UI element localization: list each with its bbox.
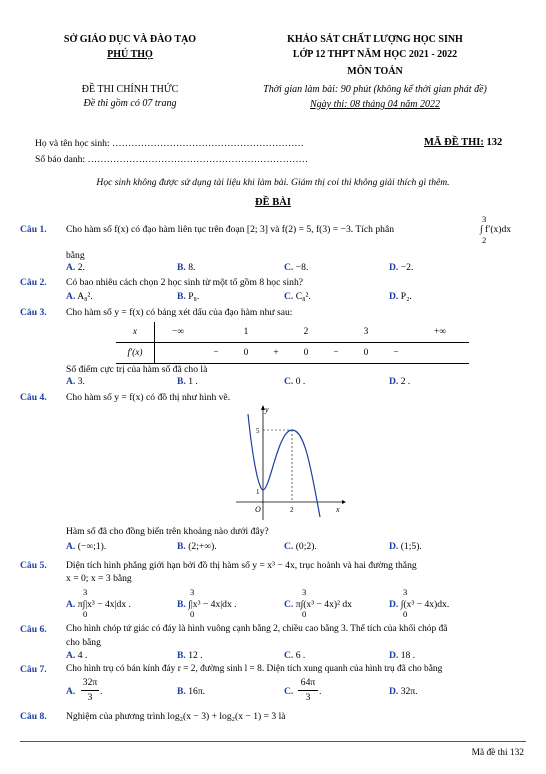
tick-x-2: 2 bbox=[290, 506, 294, 514]
student-id-field: Số báo danh: …………………………………………………………… bbox=[35, 154, 309, 165]
exam-code-label: MÃ ĐỀ THI: bbox=[424, 137, 484, 148]
sign-table-derivative-label: f′(x) bbox=[116, 343, 155, 364]
q5-d-lower: 0 bbox=[403, 609, 408, 619]
student-name-field: Họ và tên học sinh: …………………………………………………… bbox=[35, 138, 304, 149]
q1-option-d: D. −2. bbox=[389, 262, 414, 273]
q7-option-d: D. 32π. bbox=[389, 686, 418, 697]
q5-a-lower: 0 bbox=[83, 609, 88, 619]
origin-label: O bbox=[255, 505, 261, 514]
footer-rule bbox=[20, 741, 526, 742]
sign-6: 0 bbox=[351, 343, 381, 364]
x-value-4: 3 bbox=[351, 322, 381, 343]
q6-option-d: D. 18 . bbox=[389, 650, 416, 661]
x-value-2: 1 bbox=[231, 322, 261, 343]
exam-code bbox=[424, 137, 502, 149]
instruction: Học sinh không được sử dụng tài liệu khi làm bài. Giám thị coi thi không giải thích gì thêm. bbox=[96, 177, 450, 188]
x-axis-arrow bbox=[342, 500, 346, 504]
exam-time: Thời gian làm bài: 90 phút (không kể thời gian phát đề) bbox=[263, 84, 487, 95]
q5-c-lower: 0 bbox=[302, 609, 307, 619]
x-value-1: −∞ bbox=[155, 322, 202, 343]
q4-option-c: C. (0;2). bbox=[284, 541, 317, 552]
q2-label: Câu 2. bbox=[20, 277, 47, 288]
exam-date: Ngày thi: 08 tháng 04 năm 2022 bbox=[310, 99, 440, 110]
q7-option-b: B. 16π. bbox=[177, 686, 206, 697]
q5-c-upper: 3 bbox=[302, 587, 307, 597]
dept-name: SỞ GIÁO DỤC VÀ ĐÀO TẠO bbox=[63, 34, 197, 45]
q4-option-d: D. (1;5). bbox=[389, 541, 422, 552]
q1-text: Cho hàm số f(x) có đạo hàm liên tục trên đoạn [2; 3] và f(2) = 5, f(3) = −3. Tích phân bbox=[66, 224, 395, 235]
sign-3: + bbox=[261, 343, 291, 364]
sign-table-x-label: x bbox=[116, 322, 155, 343]
q5-option-c: C. π∫(x³ − 4x)² dx bbox=[284, 599, 352, 610]
q5-option-b: B. ∫|x³ − 4x|dx . bbox=[177, 599, 237, 610]
q1-integral-lower: 2 bbox=[482, 235, 487, 245]
q1-integral: ∫ f′(x)dx bbox=[480, 224, 512, 235]
q5-b-lower: 0 bbox=[190, 609, 195, 619]
q5-d-upper: 3 bbox=[403, 587, 408, 597]
sign-7: − bbox=[381, 343, 411, 364]
exam-page: SỞ GIÁO DỤC VÀ ĐÀO TẠO PHÚ THỌ ĐỀ THI CHÍNH THỨC Đề thi gồm có 07 trang KHẢO SÁT CHẤT LƯỢNG HỌC SINH LỚP 12 THPT NĂM HỌC 2021 - 2022 MÔN TOÁN Thời gian làm bài: 90 phút (không kể thời gian phát đề) Ngày thi: 08 tháng 04 năm 2022 Họ và tên học sinh: …………………………………………………… Số báo danh: …………………………………………………………… MÃ ĐỀ THI: 132 Học sinh không được sử dụng tài liệu khi làm bài. Giám thị coi thi không giải thích gì thêm. ĐỀ BÀI Câu 1. Cho hàm số f(x) có đạo hàm liên tục trên đoạn [2; 3] và f(2) = 5, f(3) = −3. Tích phân 3 ∫ f′(x)dx 2 bằng A. 2. B. 8. C. −8. D. −2. Câu 2. Có bao nhiêu cách chọn 2 học sinh từ một tổ gồm 8 học sinh? A. A₈². B. P₈. C. C₈². D. P₂. Câu 3. Cho hàm số y = f(x) có bảng xét dấu của đạo hàm như sau: x −∞ 1 2 3 +∞ f′(x) − 0 + 0 − 0 − Số điểm cực trị của hàm số đã cho là A. 3. B. 1 . C. 0 . D. 2 . Câu 4. Cho hàm số y = f(x) có đồ thị như hình vẽ. y x O 5 1 2 Hàm số đã cho đồng biến trên khoảng nào dưới đây? A. (−∞;1). B. (2;+∞). C. (0;2). D. (1;5). Câu 5. Diện tích hình phẳng giới hạn bởi đồ thị hàm số y = x³ − 4x, trục hoành và hai đường thẳng x = 0; x = 3 bằng 3 0 A. π∫|x³ − 4x|dx . 3 0 B. ∫|x³ − 4x|dx . 3 0 C. π∫(x³ − 4x)² dx 3 0 D. ∫(x³ − 4x)dx. Câu 6. Cho hình chóp tứ giác có đáy là hình vuông cạnh bằng 2, chiều cao bằng 3. Thể tích của khối chóp đã cho bằng A. 4 . B. 12 . C. 6 . D. 18 . Câu 7. Cho hình trụ có bán kính đáy r = 2, đường sinh l = 8. Diện tích xung quanh của hình trụ đã cho bằng A. 32π 3 . B. 16π. C. 64π 3 . D. 32π. Câu 8. Nghiệm của phương trình log₂(x − 3) + log₂(x − 1) = 3 là Mã đề thi 132 bbox=[20, 34, 524, 758]
q6-text2: cho bằng bbox=[66, 637, 101, 648]
exam-code-value: 132 bbox=[483, 137, 503, 148]
q7-a-numerator: 32π bbox=[82, 677, 98, 688]
exam-title: KHẢO SÁT CHẤT LƯỢNG HỌC SINH bbox=[287, 34, 463, 45]
q7-option-a: A. bbox=[66, 686, 76, 697]
province-name: PHÚ THỌ bbox=[107, 49, 153, 60]
q6-option-c: C. 6 . bbox=[284, 650, 306, 661]
q8-label: Câu 8. bbox=[20, 711, 47, 722]
q6-label: Câu 6. bbox=[20, 624, 47, 635]
exam-grade-year: LỚP 12 THPT NĂM HỌC 2021 - 2022 bbox=[292, 49, 458, 60]
x-axis-label: x bbox=[336, 505, 340, 514]
q4-label: Câu 4. bbox=[20, 392, 47, 403]
official-label: ĐỀ THI CHÍNH THỨC bbox=[81, 84, 179, 95]
q4-text: Cho hàm số y = f(x) có đồ thị như hình vẽ. bbox=[66, 392, 231, 403]
q1-cont: bằng bbox=[66, 250, 85, 261]
sign-table bbox=[116, 322, 469, 364]
q7-c-fraction-bar bbox=[298, 690, 318, 691]
page-count: Đề thi gồm có 07 trang bbox=[83, 98, 177, 109]
q2-option-b: B. P₈. bbox=[177, 291, 200, 302]
q2-option-d: D. P₂. bbox=[389, 291, 412, 302]
q5-option-a: A. π∫|x³ − 4x|dx . bbox=[66, 599, 131, 610]
y-axis-label: y bbox=[265, 405, 269, 414]
q3-option-d: D. 2 . bbox=[389, 376, 411, 387]
exam-subject: MÔN TOÁN bbox=[347, 66, 403, 77]
sign-2: 0 bbox=[231, 343, 261, 364]
q5-option-d: D. ∫(x³ − 4x)dx. bbox=[389, 599, 450, 610]
q3-label: Câu 3. bbox=[20, 307, 47, 318]
q3-option-a: A. 3. bbox=[66, 376, 85, 387]
tick-y-1: 1 bbox=[256, 488, 260, 496]
q5-text2: x = 0; x = 3 bằng bbox=[66, 573, 132, 584]
q7-text: Cho hình trụ có bán kính đáy r = 2, đường sinh l = 8. Diện tích xung quanh của hình trụ đã cho bằng bbox=[66, 664, 443, 674]
q5-b-upper: 3 bbox=[190, 587, 195, 597]
sign-1: − bbox=[201, 343, 231, 364]
q5-a-upper: 3 bbox=[83, 587, 88, 597]
x-value-3: 2 bbox=[291, 322, 321, 343]
q3-text: Cho hàm số y = f(x) có bảng xét dấu của đạo hàm như sau: bbox=[66, 307, 293, 318]
q5-label: Câu 5. bbox=[20, 560, 47, 571]
q7-a-fraction-bar bbox=[81, 690, 99, 691]
q8-text: Nghiệm của phương trình log₂(x − 3) + log₂(x − 1) = 3 là bbox=[66, 711, 286, 722]
q7-option-c: C. bbox=[284, 686, 294, 697]
q4-option-a: A. (−∞;1). bbox=[66, 541, 107, 552]
function-graph bbox=[230, 402, 350, 522]
q4-option-b: B. (2;+∞). bbox=[177, 541, 217, 552]
q7-a-denominator: 3 bbox=[87, 692, 93, 703]
q6-text: Cho hình chóp tứ giác có đáy là hình vuông cạnh bằng 2, chiều cao bằng 3. Thể tích của khối chóp đã bbox=[66, 624, 448, 634]
sign-4: 0 bbox=[291, 343, 321, 364]
q7-c-denominator: 3 bbox=[305, 692, 311, 703]
q3-cont: Số điểm cực trị của hàm số đã cho là bbox=[66, 364, 208, 375]
q1-option-a: A. 2. bbox=[66, 262, 85, 273]
q7-label: Câu 7. bbox=[20, 664, 47, 675]
q2-text: Có bao nhiêu cách chọn 2 học sinh từ một tổ gồm 8 học sinh? bbox=[66, 277, 304, 288]
q2-option-a: A. A₈². bbox=[66, 291, 93, 302]
q7-c-numerator: 64π bbox=[300, 677, 316, 688]
q3-option-b: B. 1 . bbox=[177, 376, 198, 387]
q1-option-b: B. 8. bbox=[177, 262, 196, 273]
q5-text: Diện tích hình phẳng giới hạn bởi đồ thị hàm số y = x³ − 4x, trục hoành và hai đường thẳng bbox=[66, 560, 417, 571]
q2-option-c: C. C₈². bbox=[284, 291, 311, 302]
q6-option-b: B. 12 . bbox=[177, 650, 203, 661]
q3-option-c: C. 0 . bbox=[284, 376, 306, 387]
footer-code: Mã đề thi 132 bbox=[471, 748, 524, 758]
tick-y-5: 5 bbox=[256, 427, 260, 435]
section-title: ĐỀ BÀI bbox=[255, 197, 291, 208]
q1-integral-upper: 3 bbox=[482, 214, 487, 224]
x-value-5: +∞ bbox=[411, 322, 469, 343]
q6-option-a: A. 4 . bbox=[66, 650, 88, 661]
q4-cont: Hàm số đã cho đồng biến trên khoảng nào dưới đây? bbox=[66, 526, 269, 537]
q1-option-c: C. −8. bbox=[284, 262, 309, 273]
sign-5: − bbox=[321, 343, 351, 364]
q1-label: Câu 1. bbox=[20, 224, 47, 235]
